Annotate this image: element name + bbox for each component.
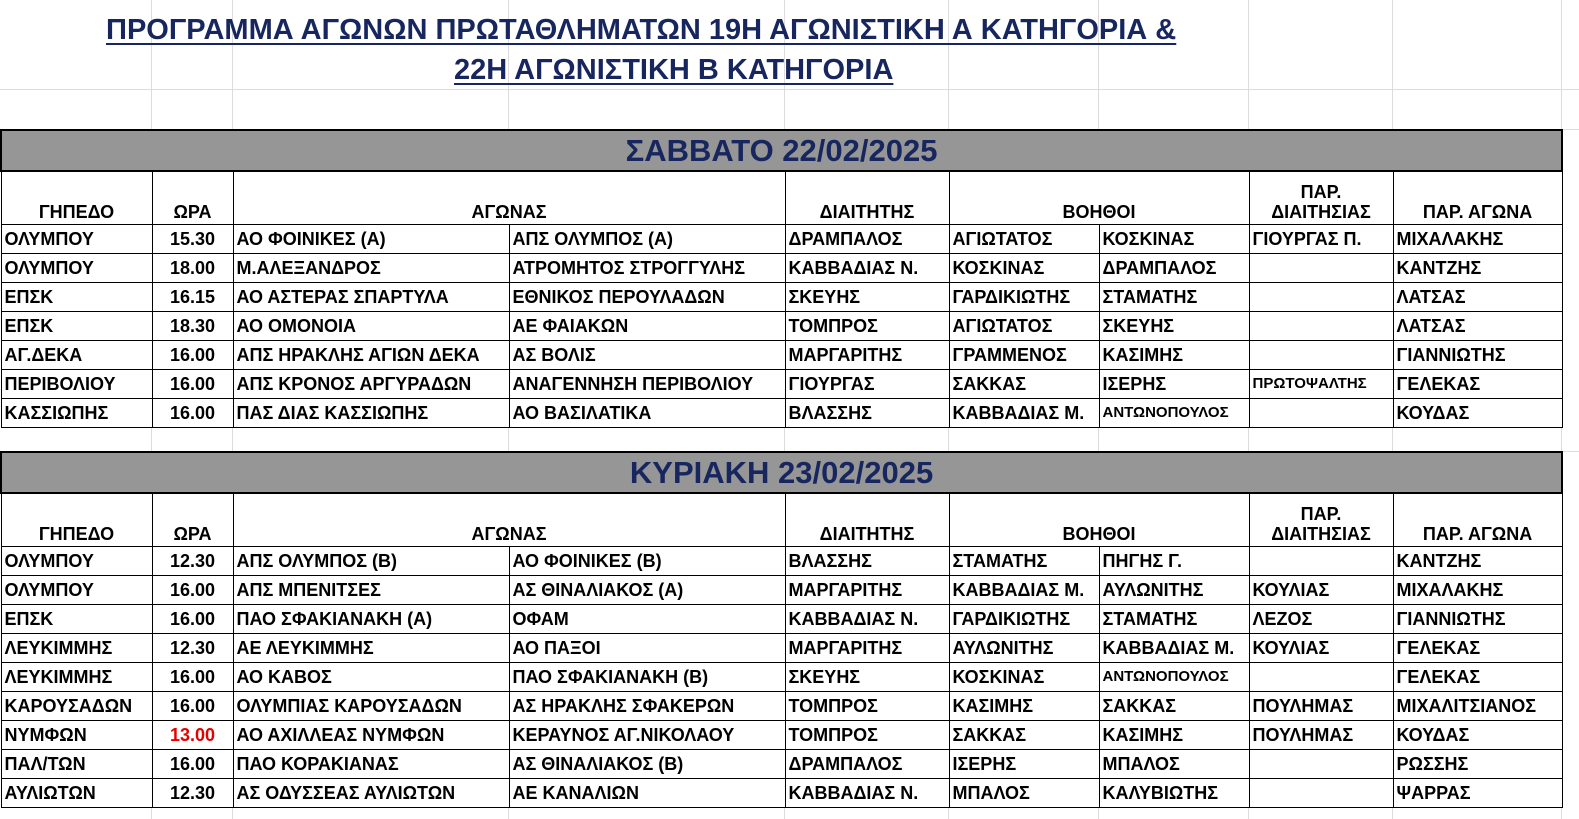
referee-cell: ΜΑΡΓΑΡΙΤΗΣ <box>785 341 949 370</box>
match-observer-cell: ΚΑΝΤΖΗΣ <box>1393 254 1562 283</box>
match-observer-cell: ΓΕΛΕΚΑΣ <box>1393 634 1562 663</box>
match-row <box>1 225 1562 254</box>
away-team-cell: ΑΠΣ ΟΛΥΜΠΟΣ (Α) <box>509 225 785 254</box>
col-header-match-observer: ΠΑΡ. ΑΓΩΝΑ <box>1393 493 1562 547</box>
match-observer-cell: ΨΑΡΡΑΣ <box>1393 779 1562 808</box>
field-cell: ΑΓ.ΔΕΚΑ <box>1 341 152 370</box>
home-team-cell: ΟΛΥΜΠΙΑΣ ΚΑΡΟΥΣΑΔΩΝ <box>233 692 509 721</box>
assistant-1-cell: ΜΠΑΛΟΣ <box>949 779 1099 808</box>
sunday-schedule-table <box>0 451 1563 808</box>
assistant-1-cell: ΚΟΣΚΙΝΑΣ <box>949 254 1099 283</box>
saturday-schedule-table <box>0 129 1563 428</box>
time-cell: 16.00 <box>152 605 233 634</box>
match-row <box>1 605 1562 634</box>
assistant-1-cell: ΣΑΚΚΑΣ <box>949 370 1099 399</box>
field-cell: ΟΛΥΜΠΟΥ <box>1 576 152 605</box>
col-header-ref-observer <box>1249 171 1393 225</box>
day-header-saturday: ΣΑΒΒΑΤΟ 22/02/2025 <box>1 130 1562 171</box>
assistant-2-cell: ΣΤΑΜΑΤΗΣ <box>1099 283 1249 312</box>
col-header-ref-observer-l1: ΠΑΡ. <box>1300 182 1342 202</box>
ref-observer-cell <box>1249 283 1393 312</box>
field-cell: ΛΕΥΚΙΜΜΗΣ <box>1 663 152 692</box>
referee-cell: ΔΡΑΜΠΑΛΟΣ <box>785 750 949 779</box>
away-team-cell: ΑΣ ΘΙΝΑΛΙΑΚΟΣ (Β) <box>509 750 785 779</box>
away-team-cell: ΑΣ ΘΙΝΑΛΙΑΚΟΣ (Α) <box>509 576 785 605</box>
assistant-1-cell: ΙΣΕΡΗΣ <box>949 750 1099 779</box>
home-team-cell: ΑΣ ΟΔΥΣΣΕΑΣ ΑΥΛΙΩΤΩΝ <box>233 779 509 808</box>
match-observer-cell: ΜΙΧΑΛΙΤΣΙΑΝΟΣ <box>1393 692 1562 721</box>
match-row <box>1 750 1562 779</box>
assistant-2-cell: ΚΑΒΒΑΔΙΑΣ Μ. <box>1099 634 1249 663</box>
ref-observer-cell <box>1249 547 1393 576</box>
col-header-ref-observer <box>1249 493 1393 547</box>
ref-observer-cell <box>1249 779 1393 808</box>
match-row <box>1 254 1562 283</box>
home-team-cell: ΠΑΟ ΣΦΑΚΙΑΝΑΚΗ (Α) <box>233 605 509 634</box>
field-cell: ΟΛΥΜΠΟΥ <box>1 254 152 283</box>
match-row <box>1 663 1562 692</box>
ref-observer-cell <box>1249 663 1393 692</box>
time-cell: 16.15 <box>152 283 233 312</box>
referee-cell: ΤΟΜΠΡΟΣ <box>785 692 949 721</box>
assistant-2-cell: ΚΟΣΚΙΝΑΣ <box>1099 225 1249 254</box>
away-team-cell: ΑΣ ΒΟΛΙΣ <box>509 341 785 370</box>
home-team-cell: ΠΑΣ ΔΙΑΣ ΚΑΣΣΙΩΠΗΣ <box>233 399 509 428</box>
assistant-1-cell: ΚΑΒΒΑΔΙΑΣ Μ. <box>949 399 1099 428</box>
home-team-cell: ΑΟ ΑΣΤΕΡΑΣ ΣΠΑΡΤΥΛΑ <box>233 283 509 312</box>
ref-observer-cell: ΠΟΥΛΗΜΑΣ <box>1249 721 1393 750</box>
away-team-cell: ΚΕΡΑΥΝΟΣ ΑΓ.ΝΙΚΟΛΑΟΥ <box>509 721 785 750</box>
away-team-cell: ΕΘΝΙΚΟΣ ΠΕΡΟΥΛΑΔΩΝ <box>509 283 785 312</box>
assistant-1-cell: ΑΓΙΩΤΑΤΟΣ <box>949 312 1099 341</box>
away-team-cell: ΑΟ ΒΑΣΙΛΑΤΙΚΑ <box>509 399 785 428</box>
match-observer-cell: ΜΙΧΑΛΑΚΗΣ <box>1393 225 1562 254</box>
assistant-2-cell: ΔΡΑΜΠΑΛΟΣ <box>1099 254 1249 283</box>
home-team-cell: ΑΟ ΚΑΒΟΣ <box>233 663 509 692</box>
col-header-time: ΩΡΑ <box>152 171 233 225</box>
match-row <box>1 721 1562 750</box>
field-cell: ΠΕΡΙΒΟΛΙΟΥ <box>1 370 152 399</box>
time-cell: 12.30 <box>152 779 233 808</box>
referee-cell: ΚΑΒΒΑΔΙΑΣ Ν. <box>785 605 949 634</box>
assistant-2-cell: ΚΑΛΥΒΙΩΤΗΣ <box>1099 779 1249 808</box>
match-row <box>1 399 1562 428</box>
time-cell: 16.00 <box>152 692 233 721</box>
ref-observer-cell: ΠΟΥΛΗΜΑΣ <box>1249 692 1393 721</box>
referee-cell: ΤΟΜΠΡΟΣ <box>785 312 949 341</box>
ref-observer-cell <box>1249 312 1393 341</box>
field-cell: ΛΕΥΚΙΜΜΗΣ <box>1 634 152 663</box>
match-row <box>1 576 1562 605</box>
assistant-2-cell: ΠΗΓΗΣ Γ. <box>1099 547 1249 576</box>
col-header-assistants: ΒΟΗΘΟΙ <box>949 171 1249 225</box>
field-cell: ΟΛΥΜΠΟΥ <box>1 225 152 254</box>
day-header-sunday: ΚΥΡΙΑΚΗ 23/02/2025 <box>1 452 1562 493</box>
col-header-time: ΩΡΑ <box>152 493 233 547</box>
assistant-1-cell: ΑΓΙΩΤΑΤΟΣ <box>949 225 1099 254</box>
assistant-2-cell: ΙΣΕΡΗΣ <box>1099 370 1249 399</box>
col-header-ref-observer-l1: ΠΑΡ. <box>1300 504 1342 524</box>
field-cell: ΕΠΣΚ <box>1 605 152 634</box>
col-header-field: ΓΗΠΕΔΟ <box>1 493 152 547</box>
ref-observer-cell: ΠΡΩΤΟΨΑΛΤΗΣ <box>1249 370 1393 399</box>
column-header-row <box>1 171 1562 225</box>
match-observer-cell: ΛΑΤΣΑΣ <box>1393 283 1562 312</box>
match-row <box>1 341 1562 370</box>
referee-cell: ΒΛΑΣΣΗΣ <box>785 399 949 428</box>
assistant-1-cell: ΓΡΑΜΜΕΝΟΣ <box>949 341 1099 370</box>
assistant-2-cell: ΜΠΑΛΟΣ <box>1099 750 1249 779</box>
home-team-cell: ΑΕ ΛΕΥΚΙΜΜΗΣ <box>233 634 509 663</box>
ref-observer-cell: ΚΟΥΛΙΑΣ <box>1249 576 1393 605</box>
assistant-1-cell: ΚΑΣΙΜΗΣ <box>949 692 1099 721</box>
field-cell: ΝΥΜΦΩΝ <box>1 721 152 750</box>
referee-cell: ΣΚΕΥΗΣ <box>785 663 949 692</box>
match-observer-cell: ΚΟΥΔΑΣ <box>1393 399 1562 428</box>
assistant-1-cell: ΓΑΡΔΙΚΙΩΤΗΣ <box>949 283 1099 312</box>
time-cell: 18.00 <box>152 254 233 283</box>
field-cell: ΕΠΣΚ <box>1 312 152 341</box>
match-row <box>1 692 1562 721</box>
time-cell: 12.30 <box>152 634 233 663</box>
match-observer-cell: ΜΙΧΑΛΑΚΗΣ <box>1393 576 1562 605</box>
match-row <box>1 370 1562 399</box>
match-row <box>1 634 1562 663</box>
ref-observer-cell: ΚΟΥΛΙΑΣ <box>1249 634 1393 663</box>
ref-observer-cell <box>1249 341 1393 370</box>
assistant-1-cell: ΑΥΛΩΝΙΤΗΣ <box>949 634 1099 663</box>
ref-observer-cell <box>1249 750 1393 779</box>
assistant-2-cell: ΑΝΤΩΝΟΠΟΥΛΟΣ <box>1099 663 1249 692</box>
field-cell: ΟΛΥΜΠΟΥ <box>1 547 152 576</box>
match-observer-cell: ΚΑΝΤΖΗΣ <box>1393 547 1562 576</box>
home-team-cell: ΑΟ ΑΧΙΛΛΕΑΣ ΝΥΜΦΩΝ <box>233 721 509 750</box>
col-header-ref-observer-l2: ΔΙΑΙΤΗΣΙΑΣ <box>1271 202 1371 222</box>
assistant-2-cell: ΑΥΛΩΝΙΤΗΣ <box>1099 576 1249 605</box>
time-cell: 16.00 <box>152 663 233 692</box>
time-cell: 12.30 <box>152 547 233 576</box>
field-cell: ΕΠΣΚ <box>1 283 152 312</box>
time-cell: 15.30 <box>152 225 233 254</box>
match-observer-cell: ΓΕΛΕΚΑΣ <box>1393 663 1562 692</box>
match-observer-cell: ΓΙΑΝΝΙΩΤΗΣ <box>1393 341 1562 370</box>
assistant-1-cell: ΚΑΒΒΑΔΙΑΣ Μ. <box>949 576 1099 605</box>
match-row <box>1 779 1562 808</box>
time-cell: 16.00 <box>152 576 233 605</box>
away-team-cell: ΑΟ ΠΑΞΟΙ <box>509 634 785 663</box>
away-team-cell: ΠΑΟ ΣΦΑΚΙΑΝΑΚΗ (Β) <box>509 663 785 692</box>
col-header-field: ΓΗΠΕΔΟ <box>1 171 152 225</box>
away-team-cell: ΑΣ ΗΡΑΚΛΗΣ ΣΦΑΚΕΡΩΝ <box>509 692 785 721</box>
col-header-referee: ΔΙΑΙΤΗΤΗΣ <box>785 171 949 225</box>
home-team-cell: ΑΠΣ ΗΡΑΚΛΗΣ ΑΓΙΩΝ ΔΕΚΑ <box>233 341 509 370</box>
home-team-cell: ΑΟ ΟΜΟΝΟΙΑ <box>233 312 509 341</box>
referee-cell: ΚΑΒΒΑΔΙΑΣ Ν. <box>785 779 949 808</box>
ref-observer-cell: ΓΙΟΥΡΓΑΣ Π. <box>1249 225 1393 254</box>
field-cell: ΚΑΣΣΙΩΠΗΣ <box>1 399 152 428</box>
field-cell: ΚΑΡΟΥΣΑΔΩΝ <box>1 692 152 721</box>
assistant-2-cell: ΣΤΑΜΑΤΗΣ <box>1099 605 1249 634</box>
col-header-match: ΑΓΩΝΑΣ <box>233 171 785 225</box>
time-cell: 16.00 <box>152 399 233 428</box>
time-cell: 16.00 <box>152 750 233 779</box>
col-header-assistants: ΒΟΗΘΟΙ <box>949 493 1249 547</box>
match-observer-cell: ΛΑΤΣΑΣ <box>1393 312 1562 341</box>
assistant-2-cell: ΑΝΤΩΝΟΠΟΥΛΟΣ <box>1099 399 1249 428</box>
referee-cell: ΤΟΜΠΡΟΣ <box>785 721 949 750</box>
time-cell: 16.00 <box>152 341 233 370</box>
field-cell: ΑΥΛΙΩΤΩΝ <box>1 779 152 808</box>
column-header-row <box>1 493 1562 547</box>
away-team-cell: ΟΦΑΜ <box>509 605 785 634</box>
assistant-1-cell: ΚΟΣΚΙΝΑΣ <box>949 663 1099 692</box>
match-row <box>1 283 1562 312</box>
ref-observer-cell <box>1249 399 1393 428</box>
match-row <box>1 312 1562 341</box>
referee-cell: ΜΑΡΓΑΡΙΤΗΣ <box>785 634 949 663</box>
assistant-2-cell: ΣΚΕΥΗΣ <box>1099 312 1249 341</box>
home-team-cell: ΑΠΣ ΟΛΥΜΠΟΣ (Β) <box>233 547 509 576</box>
match-observer-cell: ΓΙΑΝΝΙΩΤΗΣ <box>1393 605 1562 634</box>
assistant-2-cell: ΣΑΚΚΑΣ <box>1099 692 1249 721</box>
referee-cell: ΔΡΑΜΠΑΛΟΣ <box>785 225 949 254</box>
col-header-referee: ΔΙΑΙΤΗΤΗΣ <box>785 493 949 547</box>
time-cell: 18.30 <box>152 312 233 341</box>
assistant-2-cell: ΚΑΣΙΜΗΣ <box>1099 721 1249 750</box>
referee-cell: ΒΛΑΣΣΗΣ <box>785 547 949 576</box>
match-observer-cell: ΓΕΛΕΚΑΣ <box>1393 370 1562 399</box>
page-title-line-1: ΠΡΟΓΡΑΜΜΑ ΑΓΩΝΩΝ ΠΡΩΤΑΘΛΗΜΑΤΩΝ 19Η ΑΓΩΝΙΣΤΙΚΗ Α ΚΑΤΗΓΟΡΙΑ & <box>106 14 1177 46</box>
away-team-cell: ΑΕ ΚΑΝΑΛΙΩΝ <box>509 779 785 808</box>
match-observer-cell: ΡΩΣΣΗΣ <box>1393 750 1562 779</box>
page-title-line-2: 22Η ΑΓΩΝΙΣΤΙΚΗ Β ΚΑΤΗΓΟΡΙΑ <box>454 54 894 86</box>
time-cell: 16.00 <box>152 370 233 399</box>
ref-observer-cell: ΛΕΖΟΣ <box>1249 605 1393 634</box>
referee-cell: ΓΙΟΥΡΓΑΣ <box>785 370 949 399</box>
home-team-cell: ΠΑΟ ΚΟΡΑΚΙΑΝΑΣ <box>233 750 509 779</box>
away-team-cell: ΑΝΑΓΕΝΝΗΣΗ ΠΕΡΙΒΟΛΙΟΥ <box>509 370 785 399</box>
referee-cell: ΚΑΒΒΑΔΙΑΣ Ν. <box>785 254 949 283</box>
assistant-1-cell: ΓΑΡΔΙΚΙΩΤΗΣ <box>949 605 1099 634</box>
match-row <box>1 547 1562 576</box>
home-team-cell: ΑΟ ΦΟΙΝΙΚΕΣ (Α) <box>233 225 509 254</box>
field-cell: ΠΑΛ/ΤΩΝ <box>1 750 152 779</box>
col-header-ref-observer-l2: ΔΙΑΙΤΗΣΙΑΣ <box>1271 524 1371 544</box>
referee-cell: ΜΑΡΓΑΡΙΤΗΣ <box>785 576 949 605</box>
away-team-cell: ΑΤΡΟΜΗΤΟΣ ΣΤΡΟΓΓΥΛΗΣ <box>509 254 785 283</box>
away-team-cell: ΑΟ ΦΟΙΝΙΚΕΣ (Β) <box>509 547 785 576</box>
match-observer-cell: ΚΟΥΔΑΣ <box>1393 721 1562 750</box>
away-team-cell: ΑΕ ΦΑΙΑΚΩΝ <box>509 312 785 341</box>
home-team-cell: ΑΠΣ ΜΠΕΝΙΤΣΕΣ <box>233 576 509 605</box>
col-header-match-observer: ΠΑΡ. ΑΓΩΝΑ <box>1393 171 1562 225</box>
assistant-1-cell: ΣΤΑΜΑΤΗΣ <box>949 547 1099 576</box>
assistant-2-cell: ΚΑΣΙΜΗΣ <box>1099 341 1249 370</box>
home-team-cell: Μ.ΑΛΕΞΑΝΔΡΟΣ <box>233 254 509 283</box>
time-cell: 13.00 <box>152 721 233 750</box>
referee-cell: ΣΚΕΥΗΣ <box>785 283 949 312</box>
ref-observer-cell <box>1249 254 1393 283</box>
col-header-match: ΑΓΩΝΑΣ <box>233 493 785 547</box>
assistant-1-cell: ΣΑΚΚΑΣ <box>949 721 1099 750</box>
home-team-cell: ΑΠΣ ΚΡΟΝΟΣ ΑΡΓΥΡΑΔΩΝ <box>233 370 509 399</box>
